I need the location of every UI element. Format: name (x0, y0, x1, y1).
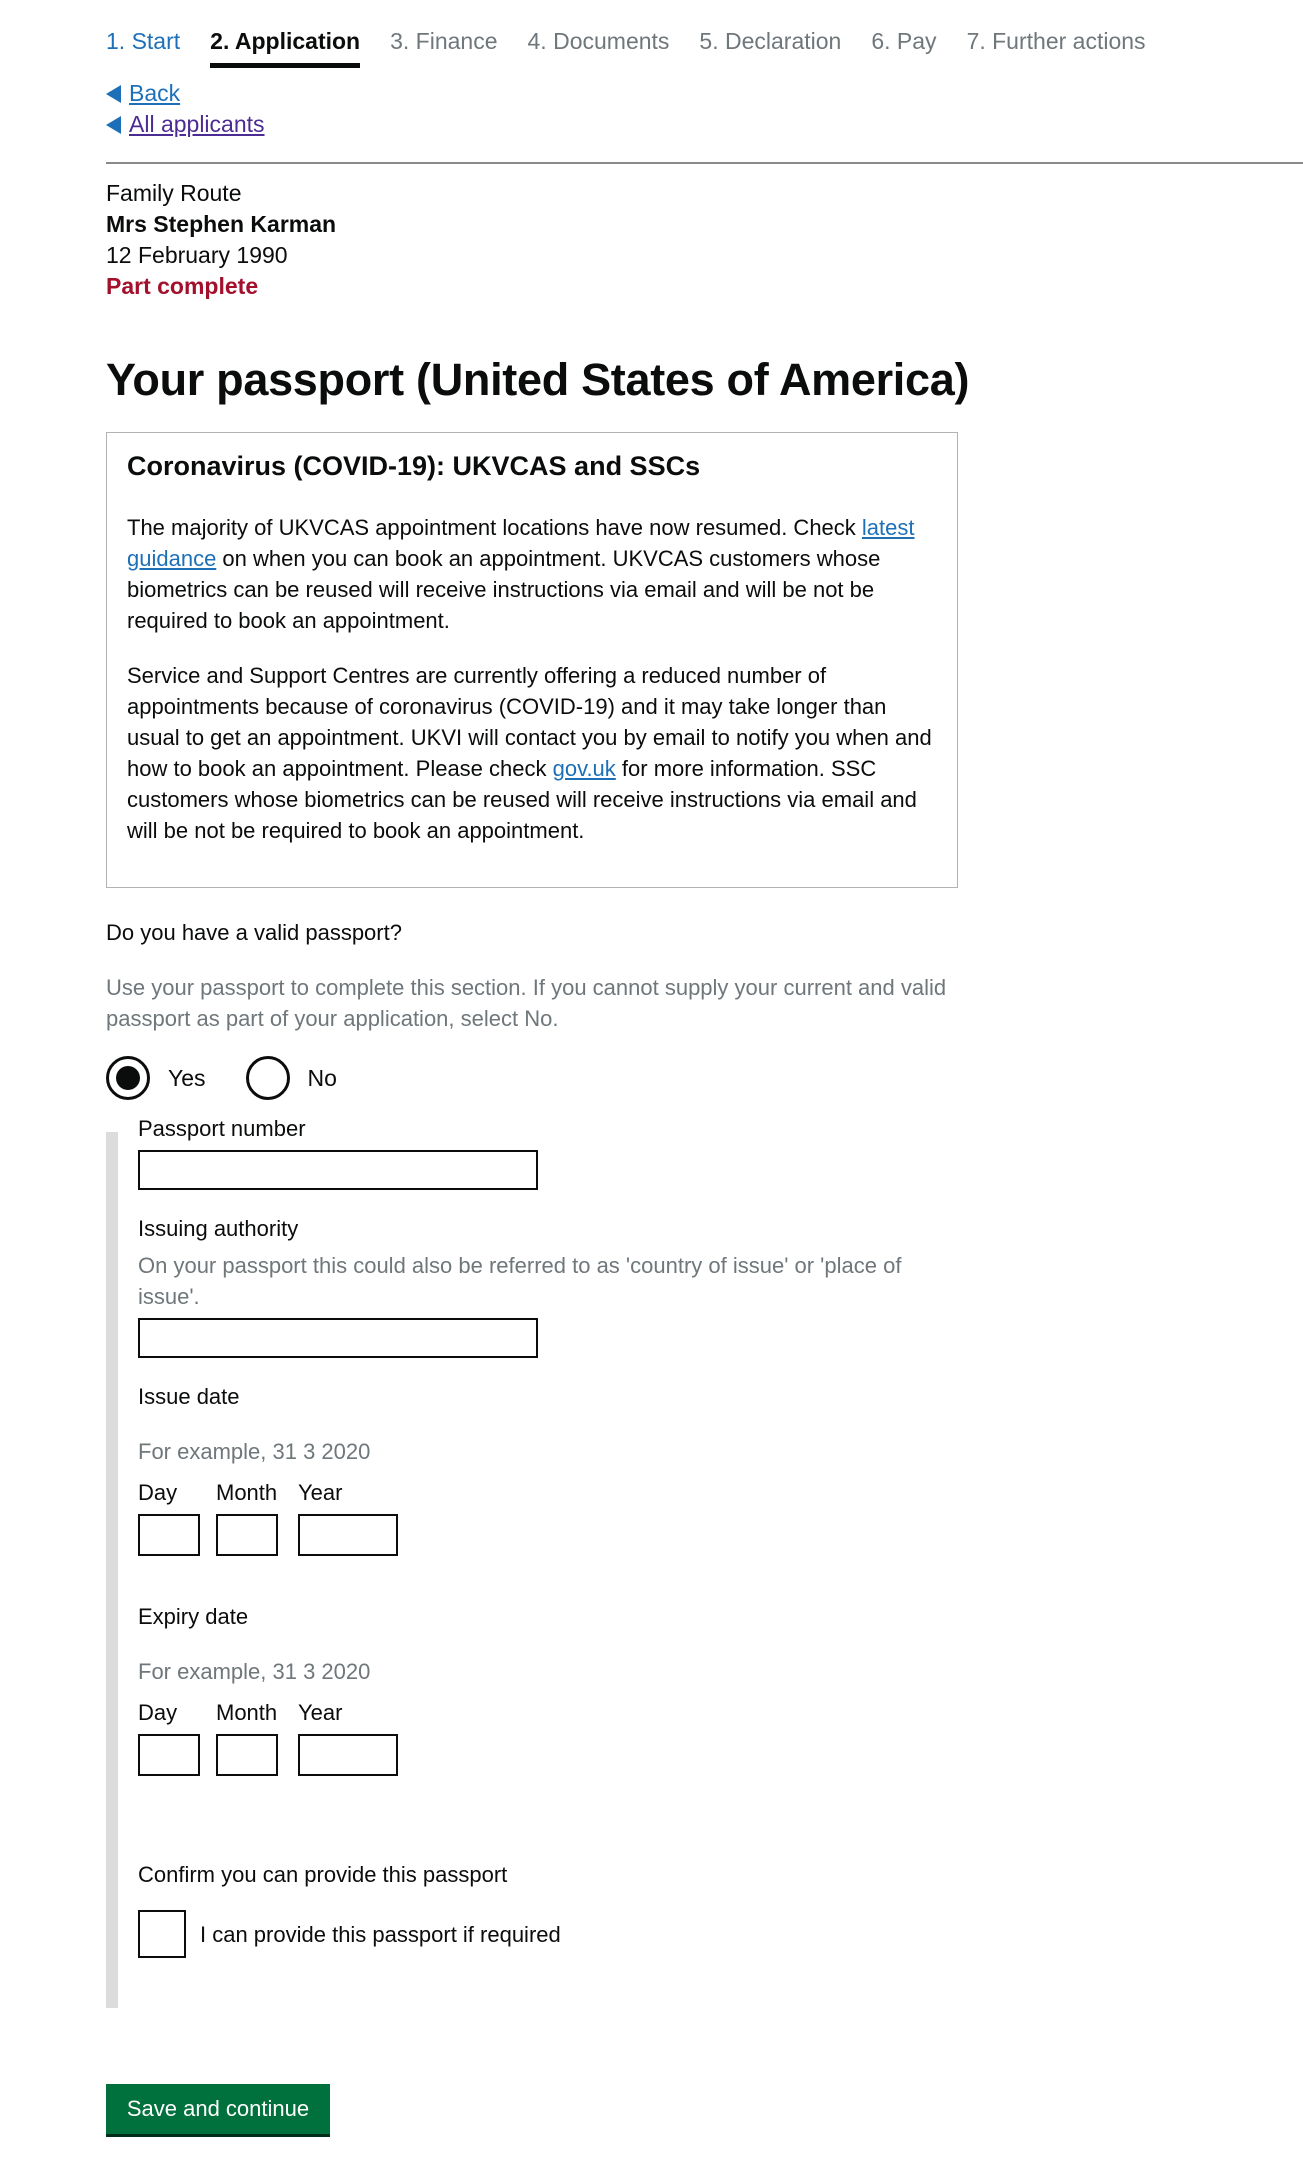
confirm-passport-label: Confirm you can provide this passport (138, 1862, 508, 1887)
all-applicants-link[interactable]: All applicants (129, 111, 265, 137)
expiry-month-label: Month (216, 1700, 278, 1725)
applicant-summary (106, 178, 336, 302)
issuing-authority-hint: On your passport this could also be referred to as 'country of issue' or 'place of issue'. (138, 1253, 902, 1309)
save-and-continue-button[interactable]: Save and continue (106, 2084, 330, 2134)
issue-year-label: Year (298, 1480, 343, 1505)
valid-passport-question: Do you have a valid passport? (106, 920, 402, 945)
radio-selected-dot (116, 1066, 140, 1090)
issue-month-input[interactable] (216, 1514, 278, 1556)
confirm-passport-checkbox[interactable] (138, 1910, 186, 1958)
issuing-authority-input[interactable] (138, 1318, 538, 1358)
issue-year-input[interactable] (298, 1514, 398, 1556)
expiry-date-hint: For example, 31 3 2020 (138, 1659, 371, 1684)
confirm-passport-checkbox-label[interactable]: I can provide this passport if required (200, 1922, 561, 1947)
issue-date-label: Issue date (138, 1384, 240, 1409)
issue-date-hint: For example, 31 3 2020 (138, 1439, 371, 1464)
notice-paragraph-1: The majority of UKVCAS appointment locations have now resumed. Check latest guidance on when you can book an appointment. UKVCAS customers whose biometrics can be reused will receive instructions via email and will be not be required to book an appointment. (127, 515, 915, 633)
radio-yes-label[interactable]: Yes (168, 1064, 206, 1091)
step-documents: 4. Documents (527, 28, 670, 54)
page-title: Your passport (United States of America) (106, 354, 970, 405)
expiry-date-label: Expiry date (138, 1604, 249, 1629)
step-declaration: 5. Declaration (699, 28, 842, 54)
notice-heading: Coronavirus (COVID-19): UKVCAS and SSCs (127, 451, 701, 481)
expiry-day-input[interactable] (138, 1734, 200, 1776)
radio-yes[interactable] (106, 1056, 206, 1100)
issue-month-label: Month (216, 1480, 278, 1505)
applicant-route: Family Route (106, 180, 242, 206)
expiry-year-input[interactable] (298, 1734, 398, 1776)
passport-number-label: Passport number (138, 1116, 306, 1141)
back-triangle-icon (106, 85, 121, 103)
step-pay: 6. Pay (871, 28, 937, 54)
progress-steps (106, 28, 1176, 68)
step-application[interactable]: 2. Application (210, 28, 360, 68)
applicant-name: Mrs Stephen Karman (106, 211, 337, 237)
radio-no-circle[interactable] (246, 1056, 290, 1100)
covid-notice (106, 432, 958, 888)
all-applicants-link-row (106, 109, 265, 140)
expiry-month-input[interactable] (216, 1734, 278, 1776)
radio-no[interactable] (246, 1056, 337, 1100)
section-divider (106, 162, 1303, 164)
radio-yes-circle[interactable] (106, 1056, 150, 1100)
passport-number-input[interactable] (138, 1150, 538, 1190)
back-link (106, 78, 265, 109)
latest-guidance-link[interactable]: latest guidance (127, 515, 915, 571)
expiry-day-label: Day (138, 1700, 178, 1725)
radio-no-label[interactable]: No (307, 1064, 337, 1091)
expiry-year-label: Year (298, 1700, 343, 1725)
valid-passport-hint: Use your passport to complete this section. If you cannot supply your current and valid passport as part of your application, select No. (106, 975, 947, 1031)
issue-day-label: Day (138, 1480, 178, 1505)
back-button[interactable]: Back (129, 80, 181, 106)
step-finance: 3. Finance (390, 28, 498, 54)
notice-paragraph-2: Service and Support Centres are currently offering a reduced number of appointments because of coronavirus (COVID-19) and it may take longer than usual to get an appointment. UKVI will contact you by email to notify you when and how to book an appointment. Please check gov.uk for more information. SSC customers whose biometrics can be reused will receive instructions via email and will be not be required to book an appointment. (127, 663, 932, 843)
gov-uk-link[interactable]: gov.uk (552, 756, 616, 781)
applicant-dob: 12 February 1990 (106, 242, 288, 268)
step-further-actions: 7. Further actions (966, 28, 1146, 54)
back-triangle-icon (106, 116, 121, 134)
step-start[interactable]: 1. Start (106, 28, 181, 54)
back-links (106, 78, 265, 140)
issuing-authority-label: Issuing authority (138, 1216, 299, 1241)
status-badge: Part complete (106, 273, 259, 299)
conditional-reveal-bar (106, 1132, 118, 2008)
valid-passport-radios (106, 1056, 337, 1100)
issue-day-input[interactable] (138, 1514, 200, 1556)
